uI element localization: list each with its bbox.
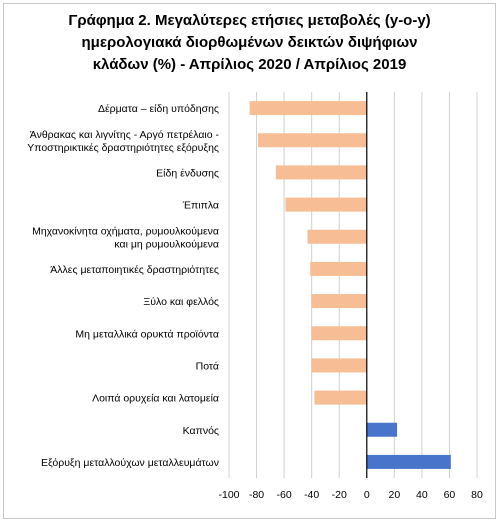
bar-8 bbox=[312, 358, 367, 372]
category-label-3-0: Έπιπλα bbox=[182, 199, 219, 212]
category-label-10-0: Καπνός bbox=[182, 424, 219, 437]
bar-10 bbox=[367, 423, 397, 437]
bar-5 bbox=[310, 262, 366, 276]
category-label-1-0: Άνθρακας και λιγνίτης - Αργό πετρέλαιο - bbox=[29, 128, 219, 141]
x-tick-label-5: 0 bbox=[363, 489, 370, 501]
tick-labels bbox=[218, 489, 483, 501]
category-labels bbox=[27, 103, 219, 469]
x-tick-label-0: -100 bbox=[218, 489, 240, 501]
category-label-2-0: Είδη ένδυσης bbox=[156, 167, 219, 180]
x-tick-label-7: 40 bbox=[416, 489, 428, 501]
bar-7 bbox=[312, 326, 367, 340]
x-tick-label-8: 60 bbox=[443, 489, 456, 501]
category-label-4-0: Μηχανοκίνητα οχήματα, ρυμουλκούμενα bbox=[32, 225, 219, 238]
chart-title-line-3: κλάδων (%) - Απρίλιος 2020 / Απρίλιος 2019 bbox=[92, 56, 407, 73]
bars bbox=[250, 101, 451, 469]
bar-0 bbox=[250, 101, 367, 115]
bar-1 bbox=[258, 133, 367, 147]
bar-4 bbox=[308, 230, 367, 244]
chart-title-line-1: Γράφημα 2. Μεγαλύτερες ετήσιες μεταβολές (y-o-y) bbox=[68, 12, 431, 29]
grid-lines bbox=[229, 92, 477, 478]
category-label-0-0: Δέρματα – είδη υπόδησης bbox=[97, 103, 219, 116]
x-tick-label-6: 20 bbox=[388, 489, 401, 501]
bar-6 bbox=[312, 294, 367, 308]
category-label-1-1: Υποστηρικτικές δραστηριότητες εξόρυξης bbox=[27, 141, 219, 154]
bar-3 bbox=[285, 198, 366, 212]
x-tick-label-1: -80 bbox=[248, 489, 265, 501]
x-tick-label-4: -20 bbox=[331, 489, 347, 501]
chart-title-line-2: ημερολογιακά διορθωμένων δεικτών διψήφιων bbox=[81, 34, 418, 51]
bar-2 bbox=[276, 165, 367, 179]
category-label-9-0: Λοιπά ορυχεία και λατομεία bbox=[92, 392, 219, 405]
bar-11 bbox=[367, 455, 451, 469]
x-tick-label-2: -60 bbox=[276, 489, 292, 501]
category-label-5-0: Άλλες μεταποιητικές δραστηριότητες bbox=[50, 263, 219, 276]
x-tick-label-3: -40 bbox=[304, 489, 320, 501]
category-label-8-0: Ποτά bbox=[195, 360, 219, 373]
x-tick-label-9: 80 bbox=[471, 489, 483, 501]
bar-9 bbox=[314, 391, 366, 405]
category-label-7-0: Μη μεταλλικά ορυκτά προϊόντα bbox=[75, 328, 219, 341]
category-label-4-1: και μη ρυμουλκούμενα bbox=[114, 238, 219, 251]
category-label-6-0: Ξύλο και φελλός bbox=[143, 296, 219, 309]
category-label-11-0: Εξόρυξη μεταλλούχων μεταλλευμάτων bbox=[40, 456, 219, 469]
